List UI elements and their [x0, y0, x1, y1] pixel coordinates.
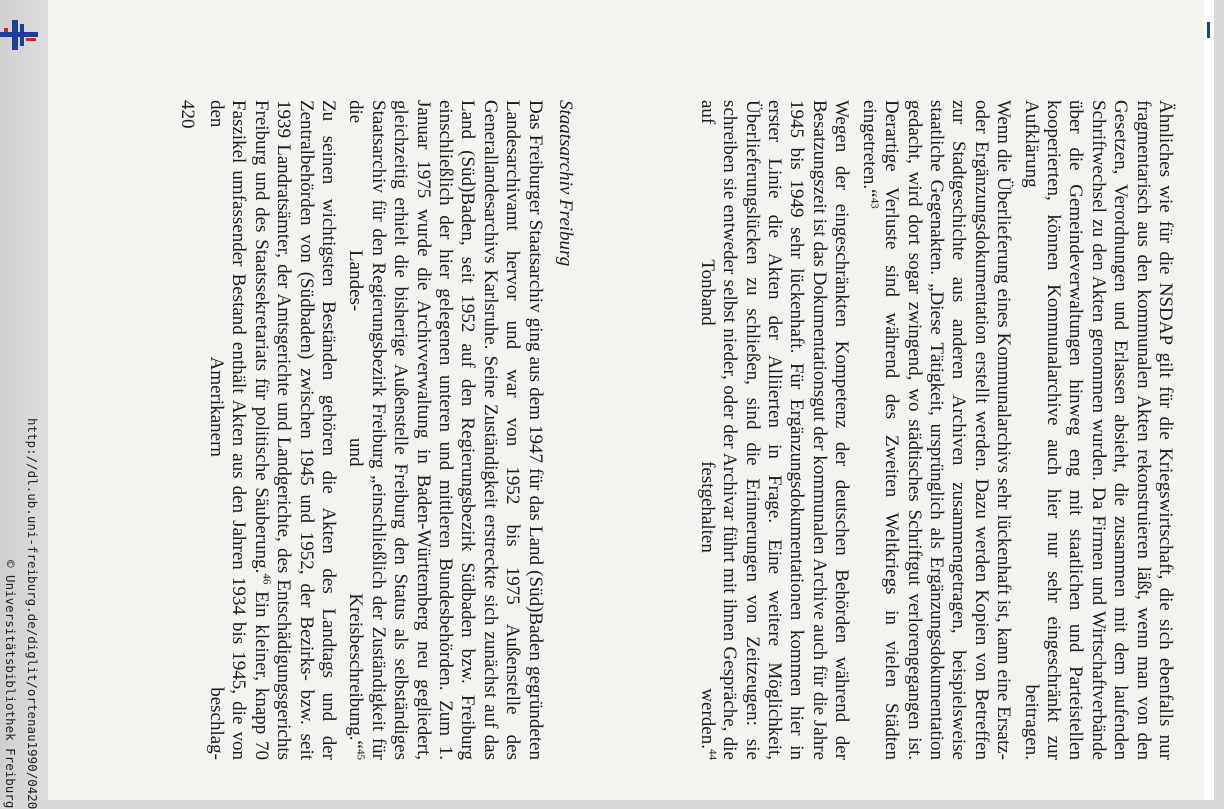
copyright-notice: © Universitätsbibliothek Freiburg	[3, 560, 18, 809]
footnote-ref: 43	[868, 197, 881, 209]
text-column-1	[690, 100, 1176, 760]
paragraph-text: Wegen der eingeschränkten Kompetenz der deutschen Behörden während der Besatzungszeit ist das Dokumentationsgut der kommunalen Archive auch für die Jahre 1945 bis 1949 sehr lückenhaft. Für Ergänzungsdokumentationen kommen hier in erster Linie die Akten der Alliierten in Frage. Eine weitere Möglichkeit, Überlieferungslücken zu schließen, sind die Erinnerungen von Zeitzeugen: sie schreiben sie entweder selbst nieder, oder der Archivar führt mit ihnen Gespräche, die auf Tonband festgehalten werden.	[696, 100, 853, 760]
page-edge	[1204, 0, 1214, 800]
scanned-page	[48, 0, 1214, 800]
paragraph-text: Zu seinen wichtigsten Beständen gehören die Akten des Landtags und der Zentralbehörden von (Südbaden) zwischen 1945 und 1952, der Bezirks- bzw. seit 1939 Landratsämter, der Amtsgerichte und Landgerichte, des Entschädigungsgerichts Freiburg und des Staatssekretariats für politische Säuberung.	[250, 100, 339, 760]
section-heading: Staatsarchiv Freiburg	[555, 100, 576, 267]
paragraph-text: Ähnliches wie für die NSDAP gilt für die Kriegswirtschaft, die sich ebenfalls nur fragmentarisch aus den kommunalen Akten rekonstruieren läßt, wenn man von den Gesetzen, Verordnungen und Erlassen absieht, die zusammen mit dem laufenden Schriftwechsel zu den Akten genommen wurden. Da Firmen und Wirtschaftverbände über die Gemeindeverwaltungen hinweg eng mit staatlichen und Parteistellen kooperierten, können Kommunalarchive auch hier nur sehr eingeschränkt zur Aufklärung beitragen.	[1020, 100, 1176, 760]
text-column-2	[200, 100, 577, 760]
paragraph	[695, 100, 852, 760]
paragraph	[1019, 100, 1176, 760]
paragraph-text: Das Freiburger Staatsarchiv ging aus dem 1947 für das Land (Süd)Baden gegründeten Landesarchivamt hervor und war von 1952 bis 1975 Außenstelle des Generallandesarchivs Karlsruhe. Seine Zuständigkeit erstreckte sich zunächst auf das Land (Süd)Baden, seit 1952 auf den Regierungsbezirk Südbaden bzw. Freiburg einschließlich der hier gelegenen unteren und mittleren Bundesbehörden. Zum 1. Januar 1975 wurde die Archivverwaltung in Baden-Württemberg neu gegliedert, gleichzeitig erhielt die bisherige Außenstelle Freiburg den Status als selbständiges Staatsarchiv für den Regierungsbezirk Freiburg „einschließlich der Zuständigkeit für die Landes- und Kreisbeschreibung.“	[345, 100, 546, 760]
footnote-ref: 45	[354, 749, 367, 760]
book-page	[96, 100, 1176, 760]
footnote-ref: 46	[260, 573, 273, 585]
paragraph	[857, 100, 1014, 760]
footnote-ref: 44	[706, 749, 719, 760]
paragraph-text: Ein kleiner, knapp 70 Faszikel umfassender Bestand enthält Akten aus den Jahren 1934 bis 1945, die von den Amerikanern beschlag-	[205, 100, 272, 761]
page-number: 420	[177, 100, 198, 129]
paragraph	[344, 100, 546, 760]
paragraph-text: Wenn die Überlieferung eines Kommunalarchivs sehr lückenhaft ist, kann eine Ersatz- oder Ergänzungsdokumentation erstellt werden. Dazu werden Kopien von Betreffen zur Stadtgeschichte aus anderen Archiven zusammengetragen, beispielsweise staatliche Gegenakten. „Diese Tätigkeit, ursprünglich als Ergänzungsdokumentation gedacht, wird dort sogar zwingend, wo städtisches Schriftgut verlorengegangen ist. Derartige Verluste sind während des Zweiten Weltkriegs in vielen Städten eingetreten.“	[858, 100, 1015, 760]
source-url[interactable]: http://dl.ub.uni-freiburg.de/diglit/ortenau1990/0420	[25, 418, 40, 809]
credit-line	[0, 0, 48, 809]
edge-marker	[1207, 22, 1210, 38]
paragraph	[205, 100, 339, 760]
